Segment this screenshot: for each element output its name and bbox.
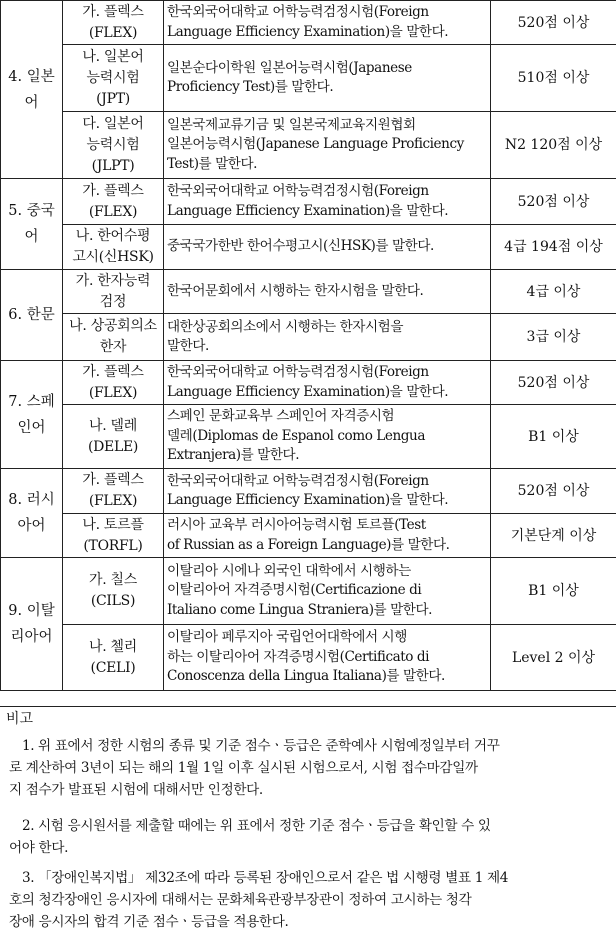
- exam-description-line: Language Efficiency Examination)을 말한다.: [167, 492, 449, 508]
- exam-row: [1, 112, 616, 179]
- exam-description-line: 말한다.: [167, 338, 209, 354]
- remark-line: [0, 837, 616, 859]
- language-label-line: 4. 일본: [8, 68, 55, 85]
- exam-description-cell: [164, 112, 491, 179]
- exam-row: [1, 514, 616, 558]
- passing-standard-cell: 4급 194점 이상: [491, 225, 616, 270]
- passing-standard-cell: 520점 이상: [491, 179, 616, 225]
- exam-description-line: 하는 이탈리아어 자격증명시험(Certificato di: [167, 648, 430, 665]
- exam-name-line: 다. 일본어: [82, 115, 144, 132]
- remark-text: 로 계산하여 3년이 되는 해의 1월 1일 이후 실시된 시험으로서, 시험 접수마감일까: [9, 760, 478, 776]
- exam-name-line: 능력시험: [86, 136, 140, 153]
- exam-row: [1, 361, 616, 405]
- exam-description-cell: [164, 469, 491, 514]
- exam-description-line: 한국외국어대학교 어학능력검정시험(Foreign: [167, 364, 429, 380]
- exam-description-line: Language Efficiency Examination)을 말한다.: [167, 383, 449, 400]
- exam-description-line: 일본순다이학원 일본어능력시험(Japanese: [167, 59, 412, 76]
- exam-description-line: of Russian as a Foreign Language)를 말한다.: [167, 536, 450, 553]
- exam-description-line: 일본국제교류기금 및 일본국제교육지원협회: [167, 116, 416, 133]
- exam-name-line: (DELE): [87, 438, 139, 455]
- exam-row: [1, 625, 616, 691]
- remark-line: [0, 815, 616, 837]
- exam-name-line: (FLEX): [88, 24, 138, 41]
- remark-line: [0, 911, 616, 933]
- exam-description-cell: [164, 625, 491, 691]
- language-cell: [1, 1, 63, 179]
- passing-standard-cell: B1 이상: [491, 405, 616, 469]
- exam-name-line: 가. 플렉스: [82, 472, 144, 488]
- remarks-title: 비고: [6, 711, 34, 727]
- exam-name-line: 나. 첼리: [89, 638, 137, 655]
- language-label-line: 어: [24, 94, 39, 111]
- exam-name-line: 가. 플렉스: [82, 3, 144, 20]
- exam-name-line: 나. 토르플: [82, 516, 144, 533]
- remark-number: 3.: [22, 870, 35, 886]
- remarks-section: [0, 706, 616, 943]
- exam-description-line: 한국외국어대학교 어학능력검정시험(Foreign: [167, 4, 429, 20]
- exam-description-line: 한국어문회에서 시행하는 한자시험을 말한다.: [167, 282, 424, 299]
- exam-row: [1, 225, 616, 270]
- exam-table-body: [1, 1, 616, 691]
- exam-name-cell: [63, 112, 164, 179]
- exam-row: [1, 405, 616, 469]
- exam-name-line: (CILS): [90, 593, 136, 609]
- exam-name-line: (FLEX): [88, 384, 138, 401]
- exam-description-line: 이탈리아어 자격증명시험(Certificazione di: [167, 582, 422, 599]
- exam-name-line: 한자: [99, 339, 127, 355]
- passing-standard-cell: 3급 이상: [491, 314, 616, 361]
- remark-text: 위 표에서 정한 시험의 종류 및 기준 점수ㆍ등급은 준학예사 시험예정일부터 거꾸: [38, 738, 500, 754]
- exam-description-cell: [164, 405, 491, 469]
- exam-name-line: 가. 플렉스: [82, 182, 144, 199]
- remark-text: 「장애인복지법」 제32조에 따라 등록된 장애인으로서 같은 법 시행령 별표 1 제4: [38, 870, 509, 886]
- remark-item: [0, 735, 616, 801]
- exam-name-line: (TORFL): [83, 537, 143, 554]
- exam-description-line: Language Efficiency Examination)을 말한다.: [167, 202, 449, 219]
- exam-name-cell: [63, 514, 164, 558]
- passing-standard-cell: 520점 이상: [491, 1, 616, 45]
- exam-name-line: (JLPT): [91, 157, 135, 174]
- remark-item: [0, 867, 616, 933]
- passing-standard-cell: 4급 이상: [491, 270, 616, 314]
- exam-name-cell: [63, 225, 164, 270]
- exam-description-line: Proficiency Test)를 말한다.: [167, 79, 334, 95]
- exam-description-cell: [164, 558, 491, 625]
- exam-name-cell: [63, 179, 164, 225]
- language-cell: [1, 270, 63, 361]
- exam-row: [1, 558, 616, 625]
- exam-name-cell: [63, 314, 164, 361]
- remark-number: 1.: [22, 738, 35, 754]
- remark-line: [0, 735, 616, 757]
- exam-description-cell: [164, 45, 491, 112]
- exam-name-line: 능력시험: [86, 69, 140, 86]
- exam-row: [1, 469, 616, 514]
- exam-name-cell: [63, 270, 164, 314]
- remark-text: 시험 응시원서를 제출할 때에는 위 표에서 정한 기준 점수ㆍ등급을 확인할 수 있: [38, 818, 491, 834]
- exam-description-line: 스페인 문화교육부 스페인어 자격증시험: [167, 408, 395, 425]
- exam-name-line: 고시(신HSK): [72, 249, 154, 265]
- exam-name-cell: [63, 1, 164, 45]
- remark-line: [0, 779, 616, 801]
- exam-name-line: 가. 칠스: [89, 572, 137, 588]
- exam-description-cell: [164, 314, 491, 361]
- exam-name-cell: [63, 625, 164, 691]
- passing-standard-cell: Level 2 이상: [491, 625, 616, 691]
- exam-name-cell: [63, 361, 164, 405]
- language-cell: [1, 469, 63, 558]
- remark-text: 어야 한다.: [9, 840, 69, 856]
- remark-number: 2.: [22, 818, 35, 834]
- exam-row: [1, 45, 616, 112]
- passing-standard-cell: B1 이상: [491, 558, 616, 625]
- exam-description-line: Conoscenza della Lingua Italiana)를 말한다.: [167, 668, 445, 685]
- exam-description-cell: [164, 1, 491, 45]
- language-label-line: 리아어: [10, 629, 53, 645]
- exam-description-line: Test)를 말한다.: [167, 155, 258, 172]
- exam-description-line: 한국외국어대학교 어학능력검정시험(Foreign: [167, 183, 429, 199]
- exam-name-cell: [63, 558, 164, 625]
- passing-standard-cell: 520점 이상: [491, 361, 616, 405]
- exam-description-cell: [164, 361, 491, 405]
- exam-name-line: (CELI): [90, 659, 136, 676]
- exam-description-line: Extranjera)를 말한다.: [167, 447, 300, 464]
- language-label-line: 9. 이탈: [8, 603, 55, 619]
- exam-name-line: (FLEX): [88, 493, 138, 509]
- exam-name-cell: [63, 405, 164, 469]
- exam-description-line: 대한상공회의소에서 시행하는 한자시험을: [167, 318, 404, 335]
- exam-description-cell: [164, 225, 491, 270]
- language-label-line: 5. 중국: [8, 203, 55, 219]
- exam-description-line: Language Efficiency Examination)을 말한다.: [167, 23, 449, 40]
- remark-text: 지 점수가 발표된 시험에 대해서만 인정한다.: [9, 782, 263, 798]
- exam-description-line: 델레(Diplomas de Espanol como Lengua: [167, 427, 426, 444]
- exam-description-cell: [164, 179, 491, 225]
- exam-description-line: 이탈리아 페루지아 국립언어대학에서 시행: [167, 629, 407, 646]
- exam-row: [1, 1, 616, 45]
- exam-description-line: 한국외국어대학교 어학능력검정시험(Foreign: [167, 472, 429, 489]
- exam-name-line: (FLEX): [88, 203, 138, 220]
- exam-name-line: 가. 한자능력: [75, 272, 151, 289]
- exam-name-cell: [63, 45, 164, 112]
- exam-name-line: 나. 한어수평: [75, 228, 151, 244]
- exam-description-line: 중국국가한반 한어수평고시(신HSK)를 말한다.: [167, 238, 434, 255]
- exam-description-line: 일본어능력시험(Japanese Language Proficiency: [167, 136, 464, 153]
- remark-text: 장애 응시자의 합격 기준 점수ㆍ등급을 적용한다.: [9, 914, 289, 930]
- exam-description-line: 러시아 교육부 러시아어능력시험 토르플(Test: [167, 517, 426, 533]
- language-label-line: 아어: [17, 518, 46, 534]
- remark-item: [0, 815, 616, 859]
- language-label-line: 인어: [17, 419, 46, 436]
- exam-row: [1, 314, 616, 361]
- exam-name-cell: [63, 469, 164, 514]
- remark-line: [0, 867, 616, 889]
- exam-name-line: 나. 상공회의소: [69, 318, 157, 334]
- exam-name-line: 나. 델레: [89, 417, 137, 434]
- exam-name-line: (JPT): [96, 90, 130, 107]
- remark-text: 호의 청각장애인 응시자에 대해서는 문화체육관광부장관이 정하여 고시하는 청각: [9, 892, 472, 908]
- language-cell: [1, 558, 63, 691]
- exam-name-line: 검정: [99, 293, 127, 310]
- exam-description-line: 이탈리아 시에나 외국인 대학에서 시행하는: [167, 562, 411, 579]
- language-label-line: 어: [24, 229, 39, 245]
- exam-description-cell: [164, 514, 491, 558]
- passing-standard-cell: 520점 이상: [491, 469, 616, 514]
- language-cell: [1, 179, 63, 270]
- exam-row: [1, 270, 616, 314]
- exam-row: [1, 179, 616, 225]
- exam-description-cell: [164, 270, 491, 314]
- passing-standard-cell: N2 120점 이상: [491, 112, 616, 179]
- remark-line: [0, 889, 616, 911]
- passing-standard-cell: 510점 이상: [491, 45, 616, 112]
- remark-line: [0, 757, 616, 779]
- language-label-line: 6. 한문: [8, 307, 55, 323]
- exam-description-line: Italiano come Lingua Straniera)를 말한다.: [167, 601, 433, 618]
- language-cell: [1, 361, 63, 469]
- language-label-line: 7. 스페: [8, 393, 55, 410]
- exam-name-line: 나. 일본어: [82, 48, 144, 65]
- exam-name-line: 가. 플렉스: [82, 363, 144, 380]
- passing-standard-cell: 기본단계 이상: [491, 514, 616, 558]
- language-label-line: 8. 러시: [8, 492, 55, 508]
